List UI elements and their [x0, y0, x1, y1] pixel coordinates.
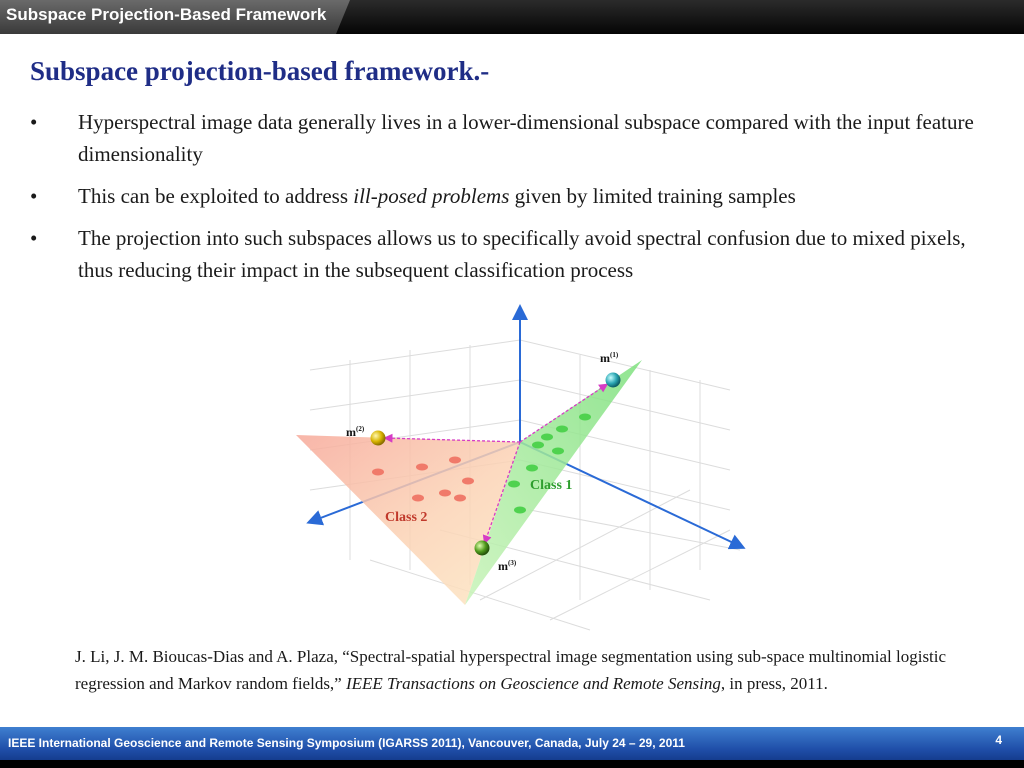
footer-conference-text: IEEE International Geoscience and Remote Sensing Symposium (IGARSS 2011), Vancouver, Canada, July 24 – 29, 2011: [8, 736, 685, 750]
bullet-text: The projection into such subspaces allows us to specifically avoid spectral confusion due to mixed pixels, thus reducing their impact in the subsequent classification process: [78, 226, 966, 282]
endmember-m2-sphere: [371, 431, 386, 446]
bullet-list: [30, 106, 1005, 296]
m1-label: $m^{(1)}$: [600, 351, 619, 365]
citation-authors: J. Li, J. M. Bioucas-Dias and A. Plaza, “Spectral-spatial hyperspectral image segmentation using sub-space multinomial logistic regression and Markov random fields,”: [75, 647, 947, 693]
bullet-text: [78, 184, 796, 208]
bullet-symbol: •: [30, 226, 38, 250]
class1-label: Class 1: [530, 478, 573, 493]
bullet-text-italic: ill-posed problems: [353, 184, 510, 208]
page-number: 4: [995, 733, 1002, 747]
bullet-item: [30, 180, 1005, 212]
footer-bar: [0, 727, 1024, 768]
bullet-text: Hyperspectral image data generally lives in a lower-dimensional subspace compared with the input feature dimensionality: [78, 110, 974, 166]
endmember-m3-sphere: [475, 541, 490, 556]
class2-label: Class 2: [385, 510, 428, 525]
slide-heading: Subspace projection-based framework.-: [30, 56, 490, 86]
bullet-text-before: This can be exploited to address: [78, 184, 354, 208]
citation: [75, 643, 975, 697]
header-title: Subspace Projection-Based Framework: [6, 5, 327, 24]
m3-label: $m^{(3)}$: [498, 559, 517, 573]
citation-status: , in press, 2011.: [720, 674, 828, 693]
bullet-text-after: given by limited training samples: [509, 184, 796, 208]
bullet-symbol: •: [30, 184, 38, 208]
subspace-figure: [290, 300, 760, 635]
endmember-m1-sphere: [606, 373, 621, 388]
m2-label: $m^{(2)}$: [346, 425, 365, 439]
bullet-symbol: •: [30, 110, 38, 134]
bullet-item: [30, 106, 1005, 170]
citation-journal: IEEE Transactions on Geoscience and Remote Sensing: [345, 674, 721, 693]
header-bar: [0, 0, 1024, 34]
bullet-item: [30, 222, 1005, 286]
